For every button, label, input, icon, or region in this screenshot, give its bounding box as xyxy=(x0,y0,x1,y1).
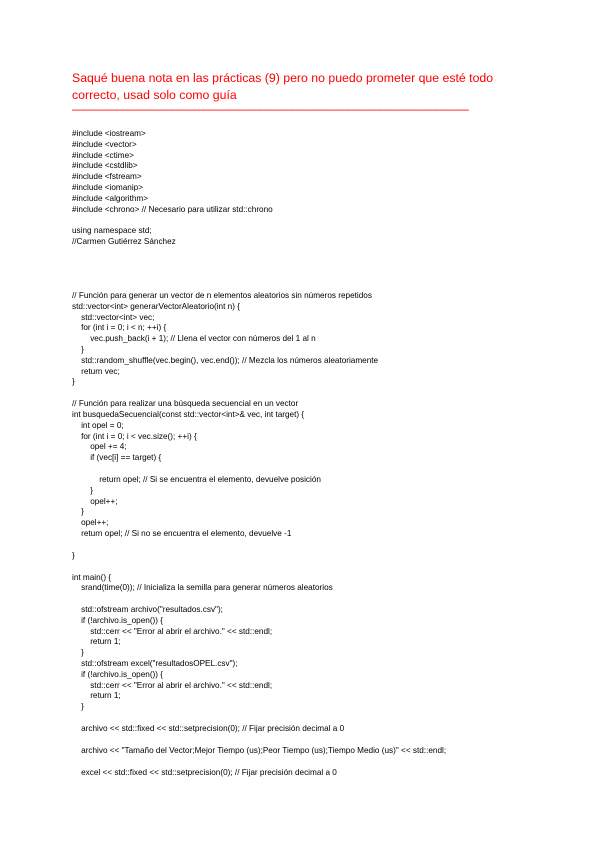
code-line: // Función para realizar una búsqueda secuencial en un vector xyxy=(72,399,299,409)
code-line: if (!archivo.is_open()) { xyxy=(72,615,164,625)
code-line: excel << std::fixed << std::setprecision(0); // Fijar precisión decimal a 0 xyxy=(72,767,337,777)
code-line: return opel; // Si no se encuentra el elemento, devuelve -1 xyxy=(72,528,292,538)
code-line: #include <algorithm> xyxy=(72,193,149,203)
code-line: vec.push_back(i + 1); // Llena el vector con números del 1 al n xyxy=(72,334,316,344)
code-line: archivo << "Tamaño del Vector;Mejor Tiempo (us);Peor Tiempo (us);Tiempo Medio (us)" << std::endl; xyxy=(72,745,447,755)
code-line: if (vec[i] == target) { xyxy=(72,453,162,463)
code-line: #include <chrono> // Necesario para utilizar std::chrono xyxy=(72,204,273,214)
code-line: if (!archivo.is_open()) { xyxy=(72,669,164,679)
code-line: std::ofstream archivo("resultados.csv"); xyxy=(72,605,223,615)
code-line: std::vector<int> generarVectorAleatorio(int n) { xyxy=(72,301,240,311)
code-line: } xyxy=(72,507,84,517)
code-line: return 1; xyxy=(72,637,121,647)
code-line: int opel = 0; xyxy=(72,420,124,430)
code-line: srand(time(0)); // Inicializa la semilla para generar números aleatorios xyxy=(72,583,333,593)
code-line: } xyxy=(72,648,84,658)
code-line: opel++; xyxy=(72,518,109,528)
code-line: int main() { xyxy=(72,572,112,582)
code-line: std::random_shuffle(vec.begin(), vec.end()); // Mezcla los números aleatoriamente xyxy=(72,355,379,365)
code-line: std::cerr << "Error al abrir el archivo." << std::endl; xyxy=(72,680,273,690)
code-line: } xyxy=(72,344,84,354)
code-line: std::ofstream excel("resultadosOPEL.csv"); xyxy=(72,659,238,669)
code-line: } xyxy=(72,377,75,387)
code-line: archivo << std::fixed << std::setprecision(0); // Fijar precisión decimal a 0 xyxy=(72,724,345,734)
separator-rule: ———————————————————————————————————— xyxy=(72,102,468,116)
code-line: #include <vector> xyxy=(72,139,137,149)
code-line: #include <ctime> xyxy=(72,150,134,160)
code-line: int busquedaSecuencial(const std::vector<int>& vec, int target) { xyxy=(72,409,305,419)
code-line: opel++; xyxy=(72,496,118,506)
code-line: return 1; xyxy=(72,691,121,701)
code-line: } xyxy=(72,485,93,495)
code-line: #include <iostream> xyxy=(72,129,146,138)
code-line: opel += 4; xyxy=(72,442,127,452)
code-line: for (int i = 0; i < n; ++i) { xyxy=(72,323,167,333)
code-block xyxy=(72,129,572,778)
code-line: #include <fstream> xyxy=(72,172,142,182)
code-line: //Carmen Gutiérrez Sánchez xyxy=(72,237,176,247)
code-line: #include <iomanip> xyxy=(72,182,144,192)
code-line: return opel; // Si se encuentra el elemento, devuelve posición xyxy=(72,474,321,484)
disclaimer-note: Saqué buena nota en las prácticas (9) pero no puedo prometer que esté todo correcto, usad solo como guía xyxy=(72,71,494,102)
code-line: std::vector<int> vec; xyxy=(72,312,155,322)
code-line: for (int i = 0; i < vec.size(); ++i) { xyxy=(72,431,197,441)
code-line: #include <cstdlib> xyxy=(72,161,138,171)
code-line: } xyxy=(72,702,84,712)
code-line: return vec; xyxy=(72,366,120,376)
code-line: std::cerr << "Error al abrir el archivo." << std::endl; xyxy=(72,626,273,636)
code-line: using namespace std; xyxy=(72,226,152,236)
code-line: } xyxy=(72,550,75,560)
code-line: // Función para generar un vector de n elementos aleatorios sin números repetidos xyxy=(72,290,372,300)
